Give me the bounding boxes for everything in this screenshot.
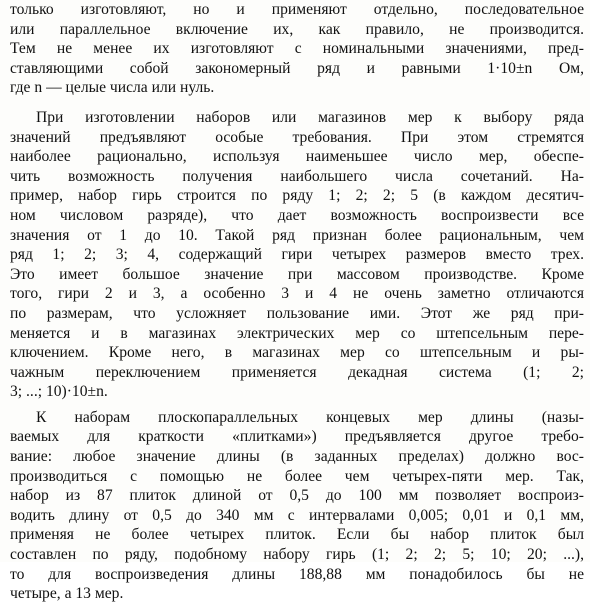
text-line: составлен по ряду, подобному набору гирь (1; 2; 2; 5; 10; 20; ...),: [10, 546, 584, 564]
paragraph-3: [10, 408, 584, 604]
text-line: где n — целые числа или нуль.: [10, 79, 215, 97]
text-line: значений предъявляют особые требования. При этом стремятся: [10, 128, 584, 146]
text-line: К наборам плоскопараллельных концевых мер длины (назы-: [36, 408, 584, 426]
text-line: наиболее рационально, используя наименьшее число мер, обеспе-: [10, 148, 584, 166]
text-line: ном числовом разряде), что дает возможность воспроизвести все: [10, 206, 584, 224]
text-line: Тем не менее их изготовляют с номинальными значениями, пред-: [10, 40, 584, 58]
text-line: чить возможность получения наибольшего числа сочетаний. На-: [10, 167, 584, 185]
text-line: применяя не более четырех плиток. Если бы набор плиток был: [10, 526, 584, 544]
text-line: Это имеет большое значение при массовом производстве. Кроме: [10, 265, 584, 283]
text-line: вание: любое значение длины (в заданных пределах) должно вос-: [10, 448, 584, 466]
text-line: того, гири 2 и 3, а особенно 3 и 4 не очень заметно отличаются: [10, 285, 584, 303]
text-line: чажным переключением применяется декадная система (1; 2;: [10, 363, 584, 381]
text-line: меняется и в магазинах электрических мер со штепсельным пере-: [10, 324, 584, 342]
text-line: ставляющими собой закономерный ряд и равными 1·10±n Ом,: [10, 59, 584, 77]
text-line: ряд 1; 2; 3; 4, содержащий гири четырех размеров вместо трех.: [10, 246, 584, 264]
text-line: набор из 87 плиток длиной от 0,5 до 100 мм позволяет воспроиз-: [10, 487, 584, 505]
text-line: четыре, а 13 мер.: [10, 585, 124, 603]
text-line: значения от 1 до 10. Такой ряд признан более рациональным, чем: [10, 226, 584, 244]
text-line: производиться с помощью не более чем четырех-пяти мер. Так,: [10, 467, 584, 485]
text-line: или параллельное включение их, как правило, не производится.: [10, 20, 584, 38]
text-line: только изготовляют, но и применяют отдельно, последовательное: [10, 1, 584, 18]
text-line: пример, набор гирь строится по ряду 1; 2; 2; 5 (в каждом десятич-: [10, 187, 584, 205]
paragraph-2: [10, 108, 584, 402]
text-line: При изготовлении наборов или магазинов мер к выбору ряда: [36, 108, 584, 126]
text-line: ключением. Кроме него, в магазинах мер со штепсельным и ры-: [10, 344, 584, 362]
text-line: водить длину от 0,5 до 340 мм с интервалами 0,005; 0,01 и 0,1 мм,: [10, 506, 584, 524]
paragraph-1: [10, 0, 584, 98]
text-line: ваемых для краткости «плитками») предъявляется другое требо-: [10, 428, 584, 446]
text-line: 3; ...; 10)·10±n.: [10, 383, 108, 401]
text-line: по размерам, что усложняет пользование ими. Этот же ряд при-: [10, 304, 584, 322]
body-text: [10, 0, 584, 604]
text-line: то для воспроизведения длины 188,88 мм понадобилось бы не: [10, 565, 584, 583]
